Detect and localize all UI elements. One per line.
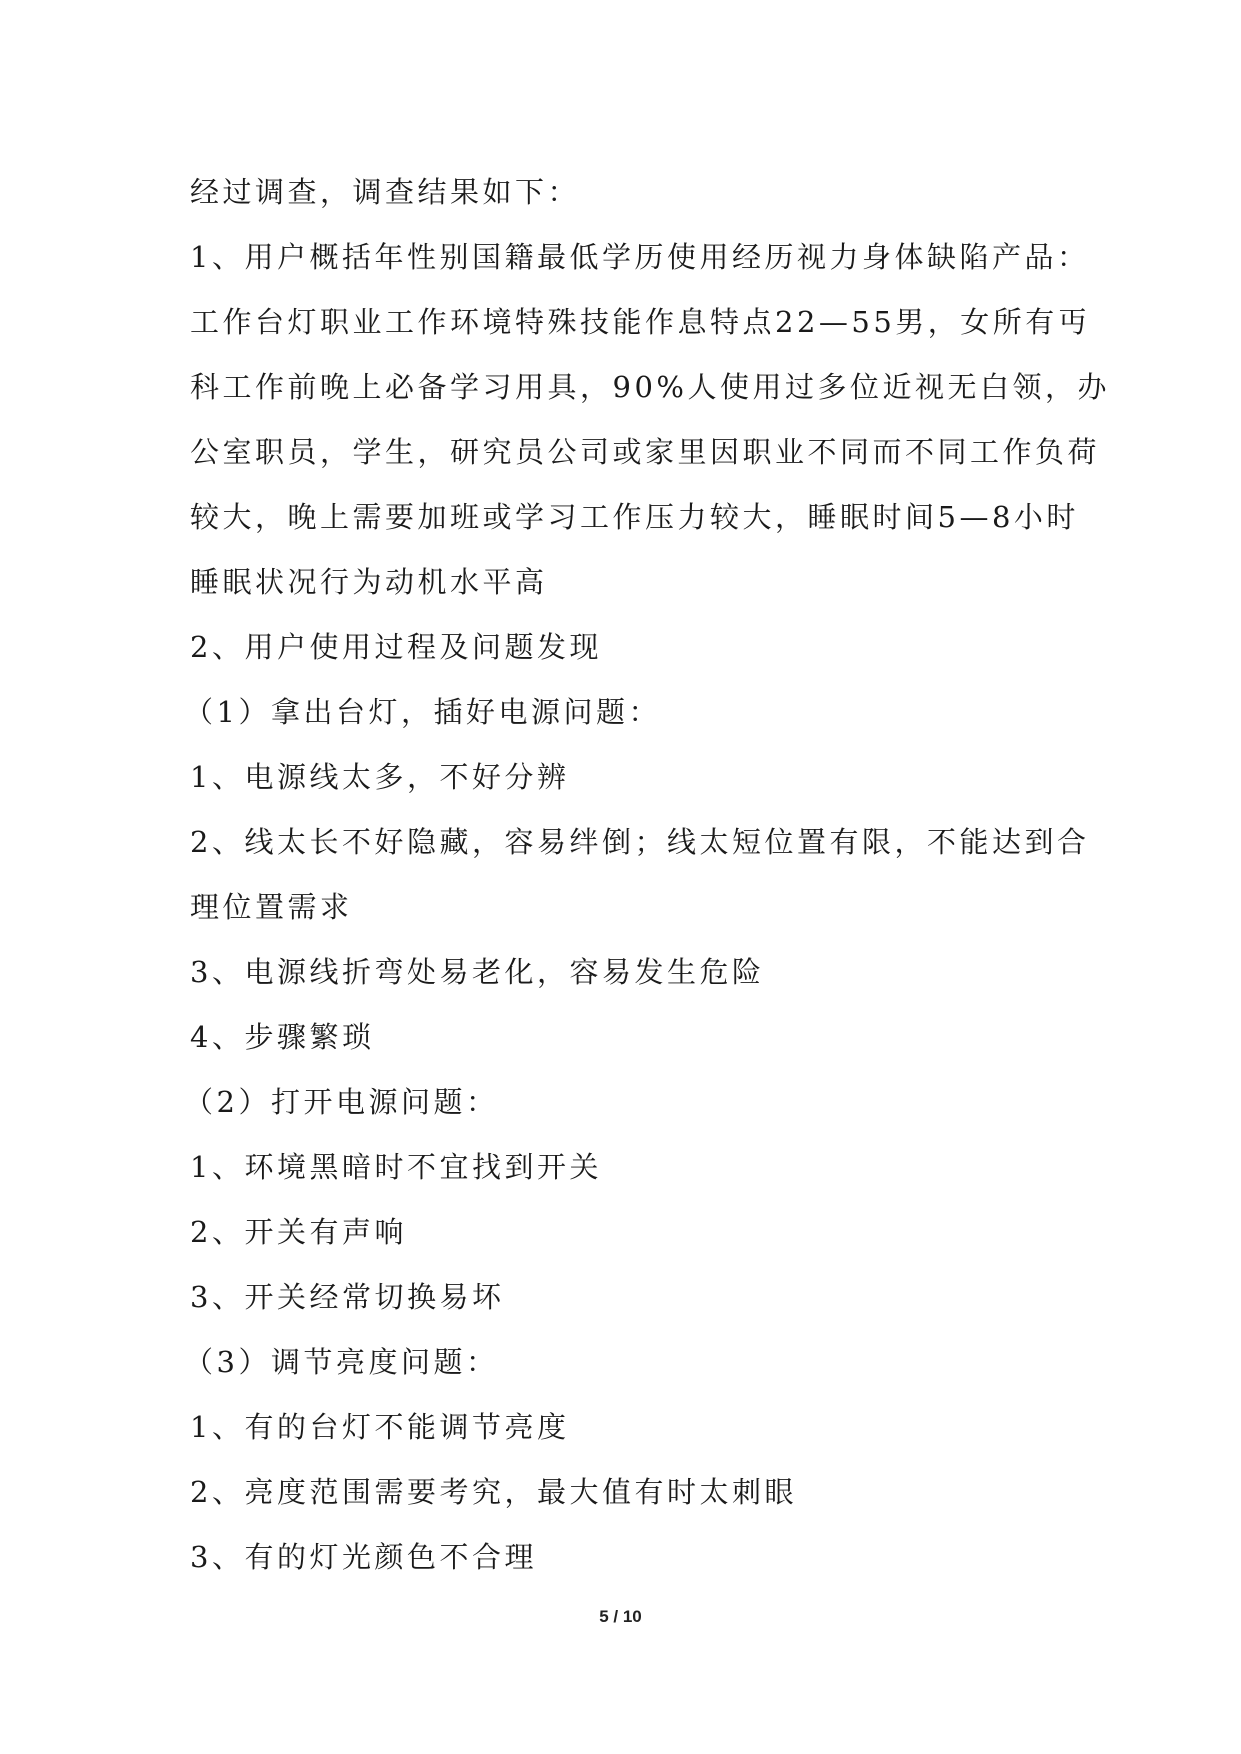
text-line-subsection-1-heading: （1）拿出台灯，插好电源问题：	[184, 695, 661, 729]
text-line-sub2-item-2: 2、开关有声响	[190, 1215, 407, 1249]
text-line-subsection-2-heading: （2）打开电源问题：	[184, 1085, 499, 1119]
text-line-sub1-item-4: 4、步骤繁琐	[190, 1020, 375, 1054]
text-line-section-1-heading: 1、用户概括年性别国籍最低学历使用经历视力身体缺陷产品：	[190, 240, 1090, 274]
text-line-sub2-item-3: 3、开关经常切换易坏	[190, 1280, 505, 1314]
document-body	[184, 160, 1110, 1590]
page-number: 5 / 10	[599, 1607, 642, 1626]
text-line-sub1-item-2-cont: 理位置需求	[190, 890, 353, 924]
text-line-sub3-item-1: 1、有的台灯不能调节亮度	[190, 1410, 570, 1444]
text-line-section-2-heading: 2、用户使用过程及问题发现	[190, 630, 602, 664]
text-line-sub1-item-1: 1、电源线太多，不好分辨	[190, 760, 570, 794]
text-line-intro: 经过调查，调查结果如下：	[190, 175, 581, 209]
text-line-user-profile-2: 科工作前晚上必备学习用具，90%人使用过多位近视无白领，办	[190, 370, 1110, 404]
text-line-user-profile-5: 睡眠状况行为动机水平高	[190, 565, 548, 599]
text-line-sub3-item-2: 2、亮度范围需要考究，最大值有时太刺眼	[190, 1475, 797, 1509]
text-line-sub3-item-3: 3、有的灯光颜色不合理	[190, 1540, 537, 1574]
text-line-sub1-item-2: 2、线太长不好隐藏，容易绊倒；线太短位置有限，不能达到合	[190, 825, 1090, 859]
text-line-user-profile-4: 较大，晚上需要加班或学习工作压力较大，睡眠时间5—8小时	[190, 500, 1079, 534]
text-line-sub2-item-1: 1、环境黑暗时不宜找到开关	[190, 1150, 602, 1184]
text-line-user-profile-1: 工作台灯职业工作环境特殊技能作息特点22—55男，女所有丏	[190, 305, 1091, 339]
text-line-user-profile-3: 公室职员，学生，研究员公司或家里因职业不同而不同工作负荷	[190, 435, 1101, 469]
text-line-sub1-item-3: 3、电源线折弯处易老化，容易发生危险	[190, 955, 765, 989]
text-line-subsection-3-heading: （3）调节亮度问题：	[184, 1345, 499, 1379]
